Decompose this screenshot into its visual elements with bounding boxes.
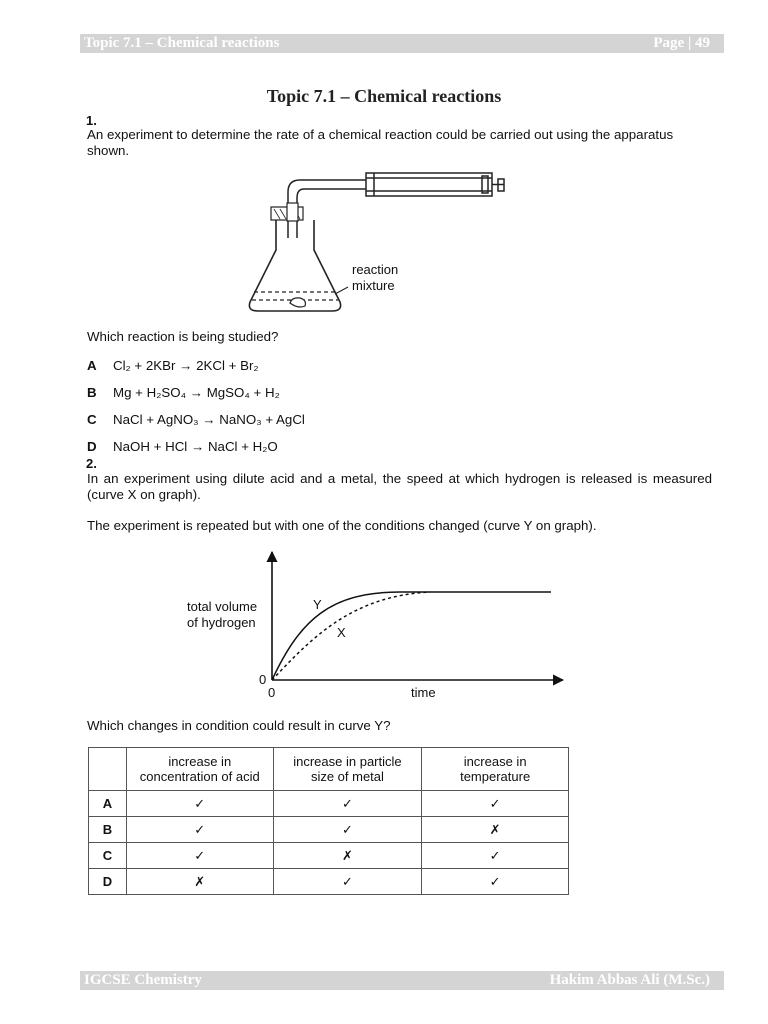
header-line: temperature bbox=[460, 769, 531, 784]
header-line: increase in bbox=[463, 754, 527, 769]
option-a-letter: A bbox=[87, 358, 97, 373]
table-cell: ✗ bbox=[422, 817, 569, 843]
table-cell: ✓ bbox=[126, 791, 273, 817]
table-row bbox=[89, 869, 569, 895]
table-header-row bbox=[89, 748, 569, 791]
table-cell: ✓ bbox=[422, 869, 569, 895]
header-line: concentration of acid bbox=[139, 769, 260, 784]
curve-y-label: Y bbox=[313, 597, 322, 612]
option-b-formula: Mg + H₂SO₄ → MgSO₄ + H₂ bbox=[113, 385, 280, 400]
question-2-text: In an experiment using dilute acid and a metal, the speed at which hydrogen is released is measured (curve X on graph). bbox=[87, 471, 712, 502]
gas-syringe bbox=[366, 173, 504, 196]
table-row bbox=[89, 817, 569, 843]
table-cell: ✓ bbox=[273, 791, 422, 817]
option-b-letter: B bbox=[87, 385, 97, 400]
table-header-temperature bbox=[422, 748, 569, 791]
page-header bbox=[80, 34, 724, 53]
option-d-formula: NaOH + HCl → NaCl + H₂O bbox=[113, 439, 278, 454]
page-footer bbox=[80, 971, 724, 990]
curve-y bbox=[272, 592, 551, 680]
question-1-number: 1. bbox=[86, 113, 97, 128]
table-cell: ✓ bbox=[422, 843, 569, 869]
row-label: A bbox=[89, 791, 127, 817]
diagram-label-reaction: reaction bbox=[352, 262, 399, 277]
option-d bbox=[87, 439, 278, 454]
y-axis-label-line2: of hydrogen bbox=[187, 615, 256, 630]
table-cell: ✓ bbox=[273, 817, 422, 843]
table-cell: ✓ bbox=[126, 817, 273, 843]
footer-author: Hakim Abbas Ali (M.Sc.) bbox=[549, 972, 710, 988]
question-1-text: An experiment to determine the rate of a chemical reaction could be carried out using the apparatus shown. bbox=[87, 127, 674, 158]
option-c-formula: NaCl + AgNO₃ → NaNO₃ + AgCl bbox=[113, 412, 305, 427]
x-axis-label: time bbox=[411, 685, 436, 700]
question-2-prompt: Which changes in condition could result in curve Y? bbox=[87, 718, 391, 733]
table-cell: ✓ bbox=[126, 843, 273, 869]
question-2-text-2: The experiment is repeated but with one of the conditions changed (curve Y on graph). bbox=[87, 518, 597, 533]
label-pointer-line bbox=[335, 287, 348, 294]
curve-x-label: X bbox=[337, 625, 346, 640]
option-a-formula: Cl₂ + 2KBr → 2KCl + Br₂ bbox=[113, 358, 259, 373]
option-b bbox=[87, 385, 280, 400]
conical-flask bbox=[249, 220, 340, 311]
header-page-number: Page | 49 bbox=[653, 35, 710, 51]
table-row bbox=[89, 791, 569, 817]
table-cell: ✓ bbox=[422, 791, 569, 817]
table-header-concentration bbox=[126, 748, 273, 791]
metal-lump bbox=[290, 298, 305, 307]
x-origin-label: 0 bbox=[268, 685, 276, 700]
question-2-number: 2. bbox=[86, 456, 97, 471]
option-d-letter: D bbox=[87, 439, 97, 454]
table-cell: ✓ bbox=[273, 869, 422, 895]
table-row bbox=[89, 843, 569, 869]
header-line: increase in particle bbox=[293, 754, 402, 769]
row-label: C bbox=[89, 843, 127, 869]
option-a bbox=[87, 358, 259, 373]
question-1-prompt: Which reaction is being studied? bbox=[87, 329, 279, 344]
y-axis-label-line1: total volume bbox=[187, 599, 258, 614]
diagram-label-mixture: mixture bbox=[352, 278, 395, 293]
option-c bbox=[87, 412, 305, 427]
page-title: Topic 7.1 – Chemical reactions bbox=[266, 86, 502, 106]
conditions-table bbox=[88, 747, 569, 895]
y-origin-label: 0 bbox=[259, 672, 267, 687]
row-label: D bbox=[89, 869, 127, 895]
header-line: size of metal bbox=[310, 769, 384, 784]
rubber-bung bbox=[271, 203, 303, 221]
table-cell: ✗ bbox=[273, 843, 422, 869]
table-header-particle-size bbox=[273, 748, 422, 791]
header-topic: Topic 7.1 – Chemical reactions bbox=[84, 35, 280, 51]
curve-x bbox=[272, 592, 430, 680]
header-line: increase in bbox=[168, 754, 232, 769]
option-c-letter: C bbox=[87, 412, 97, 427]
row-label: B bbox=[89, 817, 127, 843]
table-header-empty bbox=[89, 748, 127, 791]
table-cell: ✗ bbox=[126, 869, 273, 895]
delivery-tube bbox=[288, 180, 366, 238]
footer-course: IGCSE Chemistry bbox=[84, 972, 202, 988]
